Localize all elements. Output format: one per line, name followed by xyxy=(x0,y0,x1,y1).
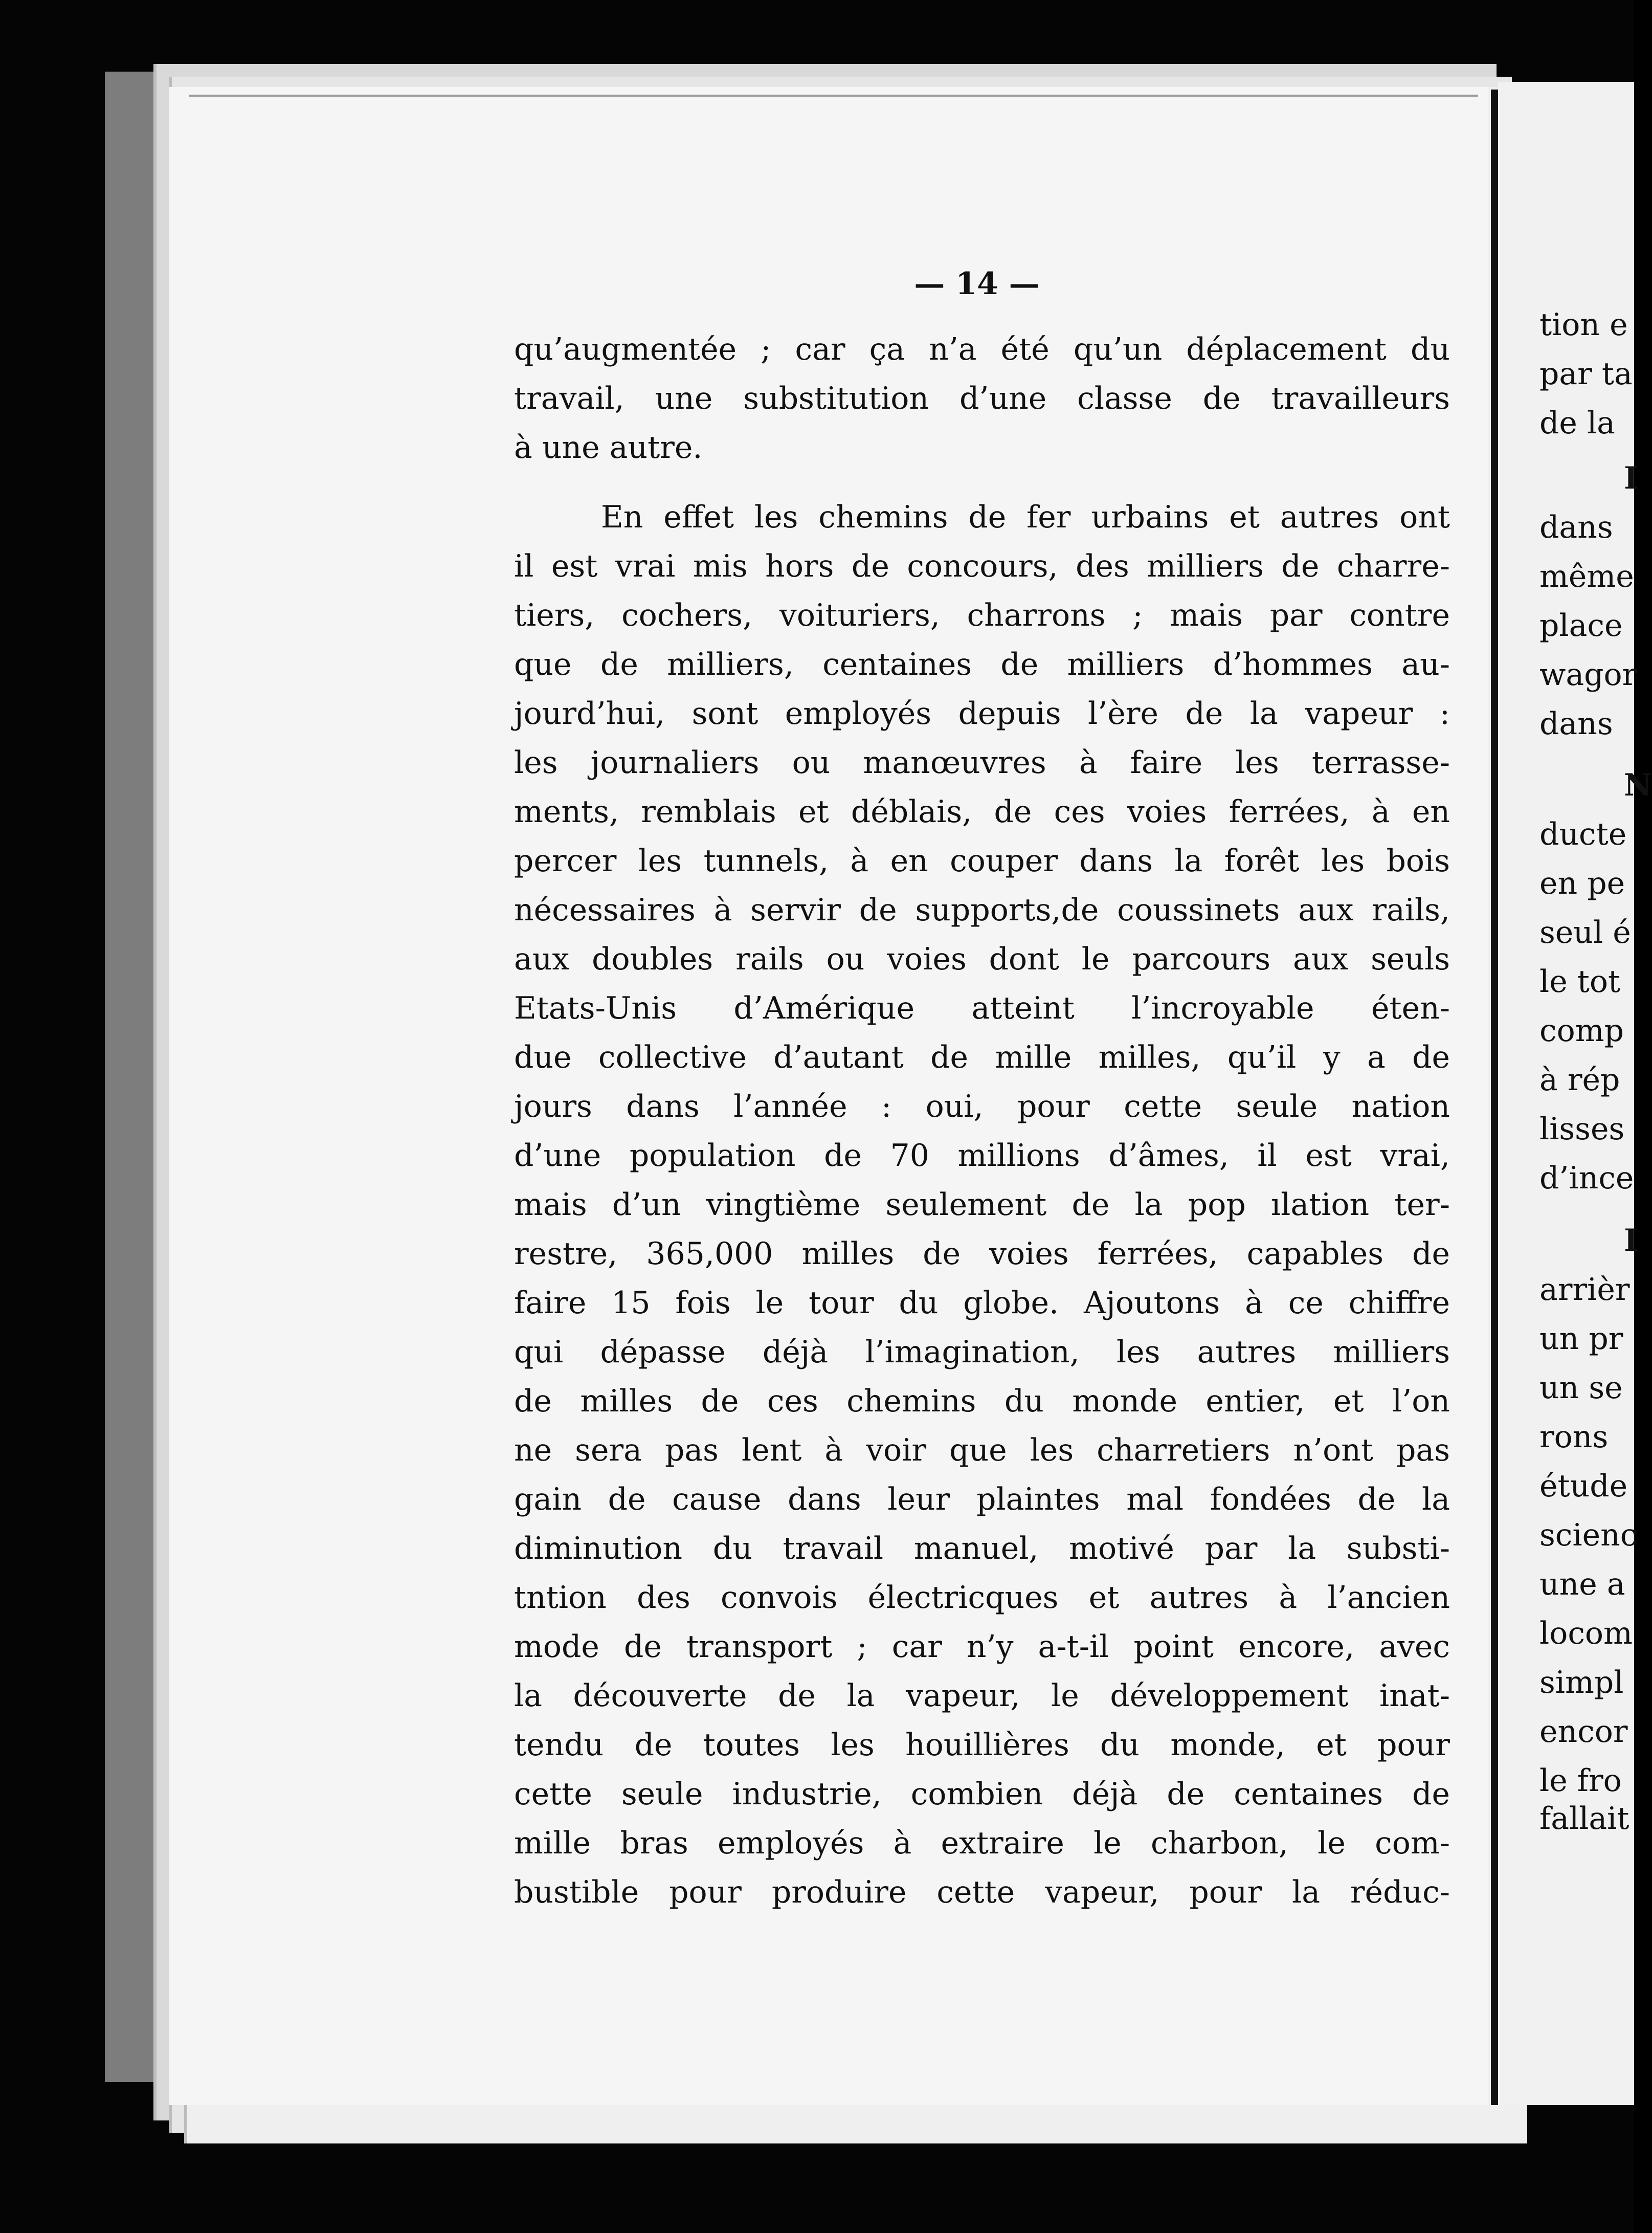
facing-text-line: par ta xyxy=(1539,356,1633,392)
facing-text-line: wagor xyxy=(1539,657,1637,693)
facing-text-line: N xyxy=(1624,767,1652,803)
text-line: tendu de toutes les houillières du monde, et pour xyxy=(514,1727,1450,1763)
facing-text-line: place xyxy=(1539,608,1623,644)
text-line: qui dépasse déjà l’imagination, les autres milliers xyxy=(514,1334,1450,1370)
text-line: jourd’hui, sont employés depuis l’ère de la vapeur : xyxy=(514,696,1450,732)
text-line: la découverte de la vapeur, le développement inat- xyxy=(514,1678,1450,1714)
text-line: nécessaires à servir de supports,de coussinets aux rails, xyxy=(514,892,1450,928)
text-line: Etats-Unis d’Amérique atteint l’incroyable éten- xyxy=(514,990,1450,1026)
text-line: de milles de ces chemins du monde entier, et l’on xyxy=(514,1383,1450,1419)
text-line: mille bras employés à extraire le charbon, le com- xyxy=(514,1825,1450,1861)
text-line: percer les tunnels, à en couper dans la forêt les bois xyxy=(514,843,1450,879)
text-line: restre, 365,000 milles de voies ferrées, capables de xyxy=(514,1236,1450,1272)
text-line: ments, remblais et déblais, de ces voies ferrées, à en xyxy=(514,794,1450,830)
facing-text-line: même xyxy=(1539,559,1634,594)
text-line: aux doubles rails ou voies dont le parcours aux seuls xyxy=(514,941,1450,977)
facing-text-line: ducte xyxy=(1539,816,1627,852)
text-line: due collective d’autant de mille milles, qu’il y a de xyxy=(514,1040,1450,1075)
text-line: ne sera pas lent à voir que les charretiers n’ont pas xyxy=(514,1432,1450,1468)
page-top-edge xyxy=(189,95,1478,97)
facing-text-line: I xyxy=(1624,1223,1639,1258)
facing-text-line: locom xyxy=(1539,1616,1633,1651)
facing-text-line: tion e xyxy=(1539,307,1628,343)
facing-text-line: lisses xyxy=(1539,1111,1625,1147)
facing-text-line: d’ince xyxy=(1539,1160,1634,1196)
facing-text-line: I xyxy=(1624,460,1639,496)
text-line: cette seule industrie, combien déjà de centaines de xyxy=(514,1776,1450,1812)
text-line: diminution du travail manuel, motivé par la substi- xyxy=(514,1531,1450,1566)
facing-page-text xyxy=(1539,307,1652,1842)
text-line: il est vrai mis hors de concours, des milliers de charre- xyxy=(514,548,1450,584)
facing-text-line: dans xyxy=(1539,510,1613,545)
text-line: d’une population de 70 millions d’âmes, il est vrai, xyxy=(514,1138,1450,1174)
facing-text-line: un se xyxy=(1539,1370,1623,1406)
facing-text-line: une a xyxy=(1539,1566,1625,1602)
text-line: En effet les chemins de fer urbains et autres ont xyxy=(601,499,1450,535)
facing-text-line: étude xyxy=(1539,1468,1628,1504)
page-number: — 14 — xyxy=(914,266,1040,302)
facing-text-line: simpl xyxy=(1539,1665,1624,1700)
text-line: tiers, cochers, voituriers, charrons ; mais par contre xyxy=(514,598,1450,633)
text-line: gain de cause dans leur plaintes mal fondées de la xyxy=(514,1482,1450,1517)
text-line: mode de transport ; car n’y a-t-il point encore, avec xyxy=(514,1629,1450,1665)
facing-text-line: encor xyxy=(1539,1714,1628,1750)
text-line: à une autre. xyxy=(514,430,703,466)
text-line: faire 15 fois le tour du globe. Ajoutons à ce chiffre xyxy=(514,1285,1450,1321)
text-line: jours dans l’année : oui, pour cette seule nation xyxy=(514,1089,1450,1124)
facing-text-line: arrièr xyxy=(1539,1272,1630,1308)
text-line: tntion des convois électricques et autres à l’ancien xyxy=(514,1580,1450,1616)
facing-text-line: seul é xyxy=(1539,915,1631,950)
text-line: que de milliers, centaines de milliers d’hommes au- xyxy=(514,647,1450,682)
facing-text-line: le tot xyxy=(1539,964,1621,1000)
text-line: travail, une substitution d’une classe de travailleurs xyxy=(514,381,1450,416)
book-gutter xyxy=(1491,90,1498,2105)
facing-text-line: dans xyxy=(1539,706,1613,742)
text-line: bustible pour produire cette vapeur, pour la réduc- xyxy=(514,1874,1450,1910)
page-body-text xyxy=(514,325,1450,1966)
text-line xyxy=(514,1917,1450,1966)
facing-text-line: scienc xyxy=(1539,1517,1638,1553)
text-line: les journaliers ou manœuvres à faire les terrasse- xyxy=(514,745,1450,781)
text-line: qu’augmentée ; car ça n’a été qu’un déplacement du xyxy=(514,331,1450,367)
facing-text-line: le fro xyxy=(1539,1763,1622,1799)
facing-text-line: comp xyxy=(1539,1013,1624,1049)
text-line: mais d’un vingtième seulement de la pop ılation ter- xyxy=(514,1187,1450,1223)
facing-text-line: un pr xyxy=(1539,1321,1623,1357)
facing-text-line: rons xyxy=(1539,1419,1609,1455)
facing-text-line: de la xyxy=(1539,405,1615,441)
facing-text-line: fallait xyxy=(1539,1801,1629,1837)
facing-text-line: à rép xyxy=(1539,1062,1620,1098)
facing-text-line: en pe xyxy=(1539,866,1625,901)
